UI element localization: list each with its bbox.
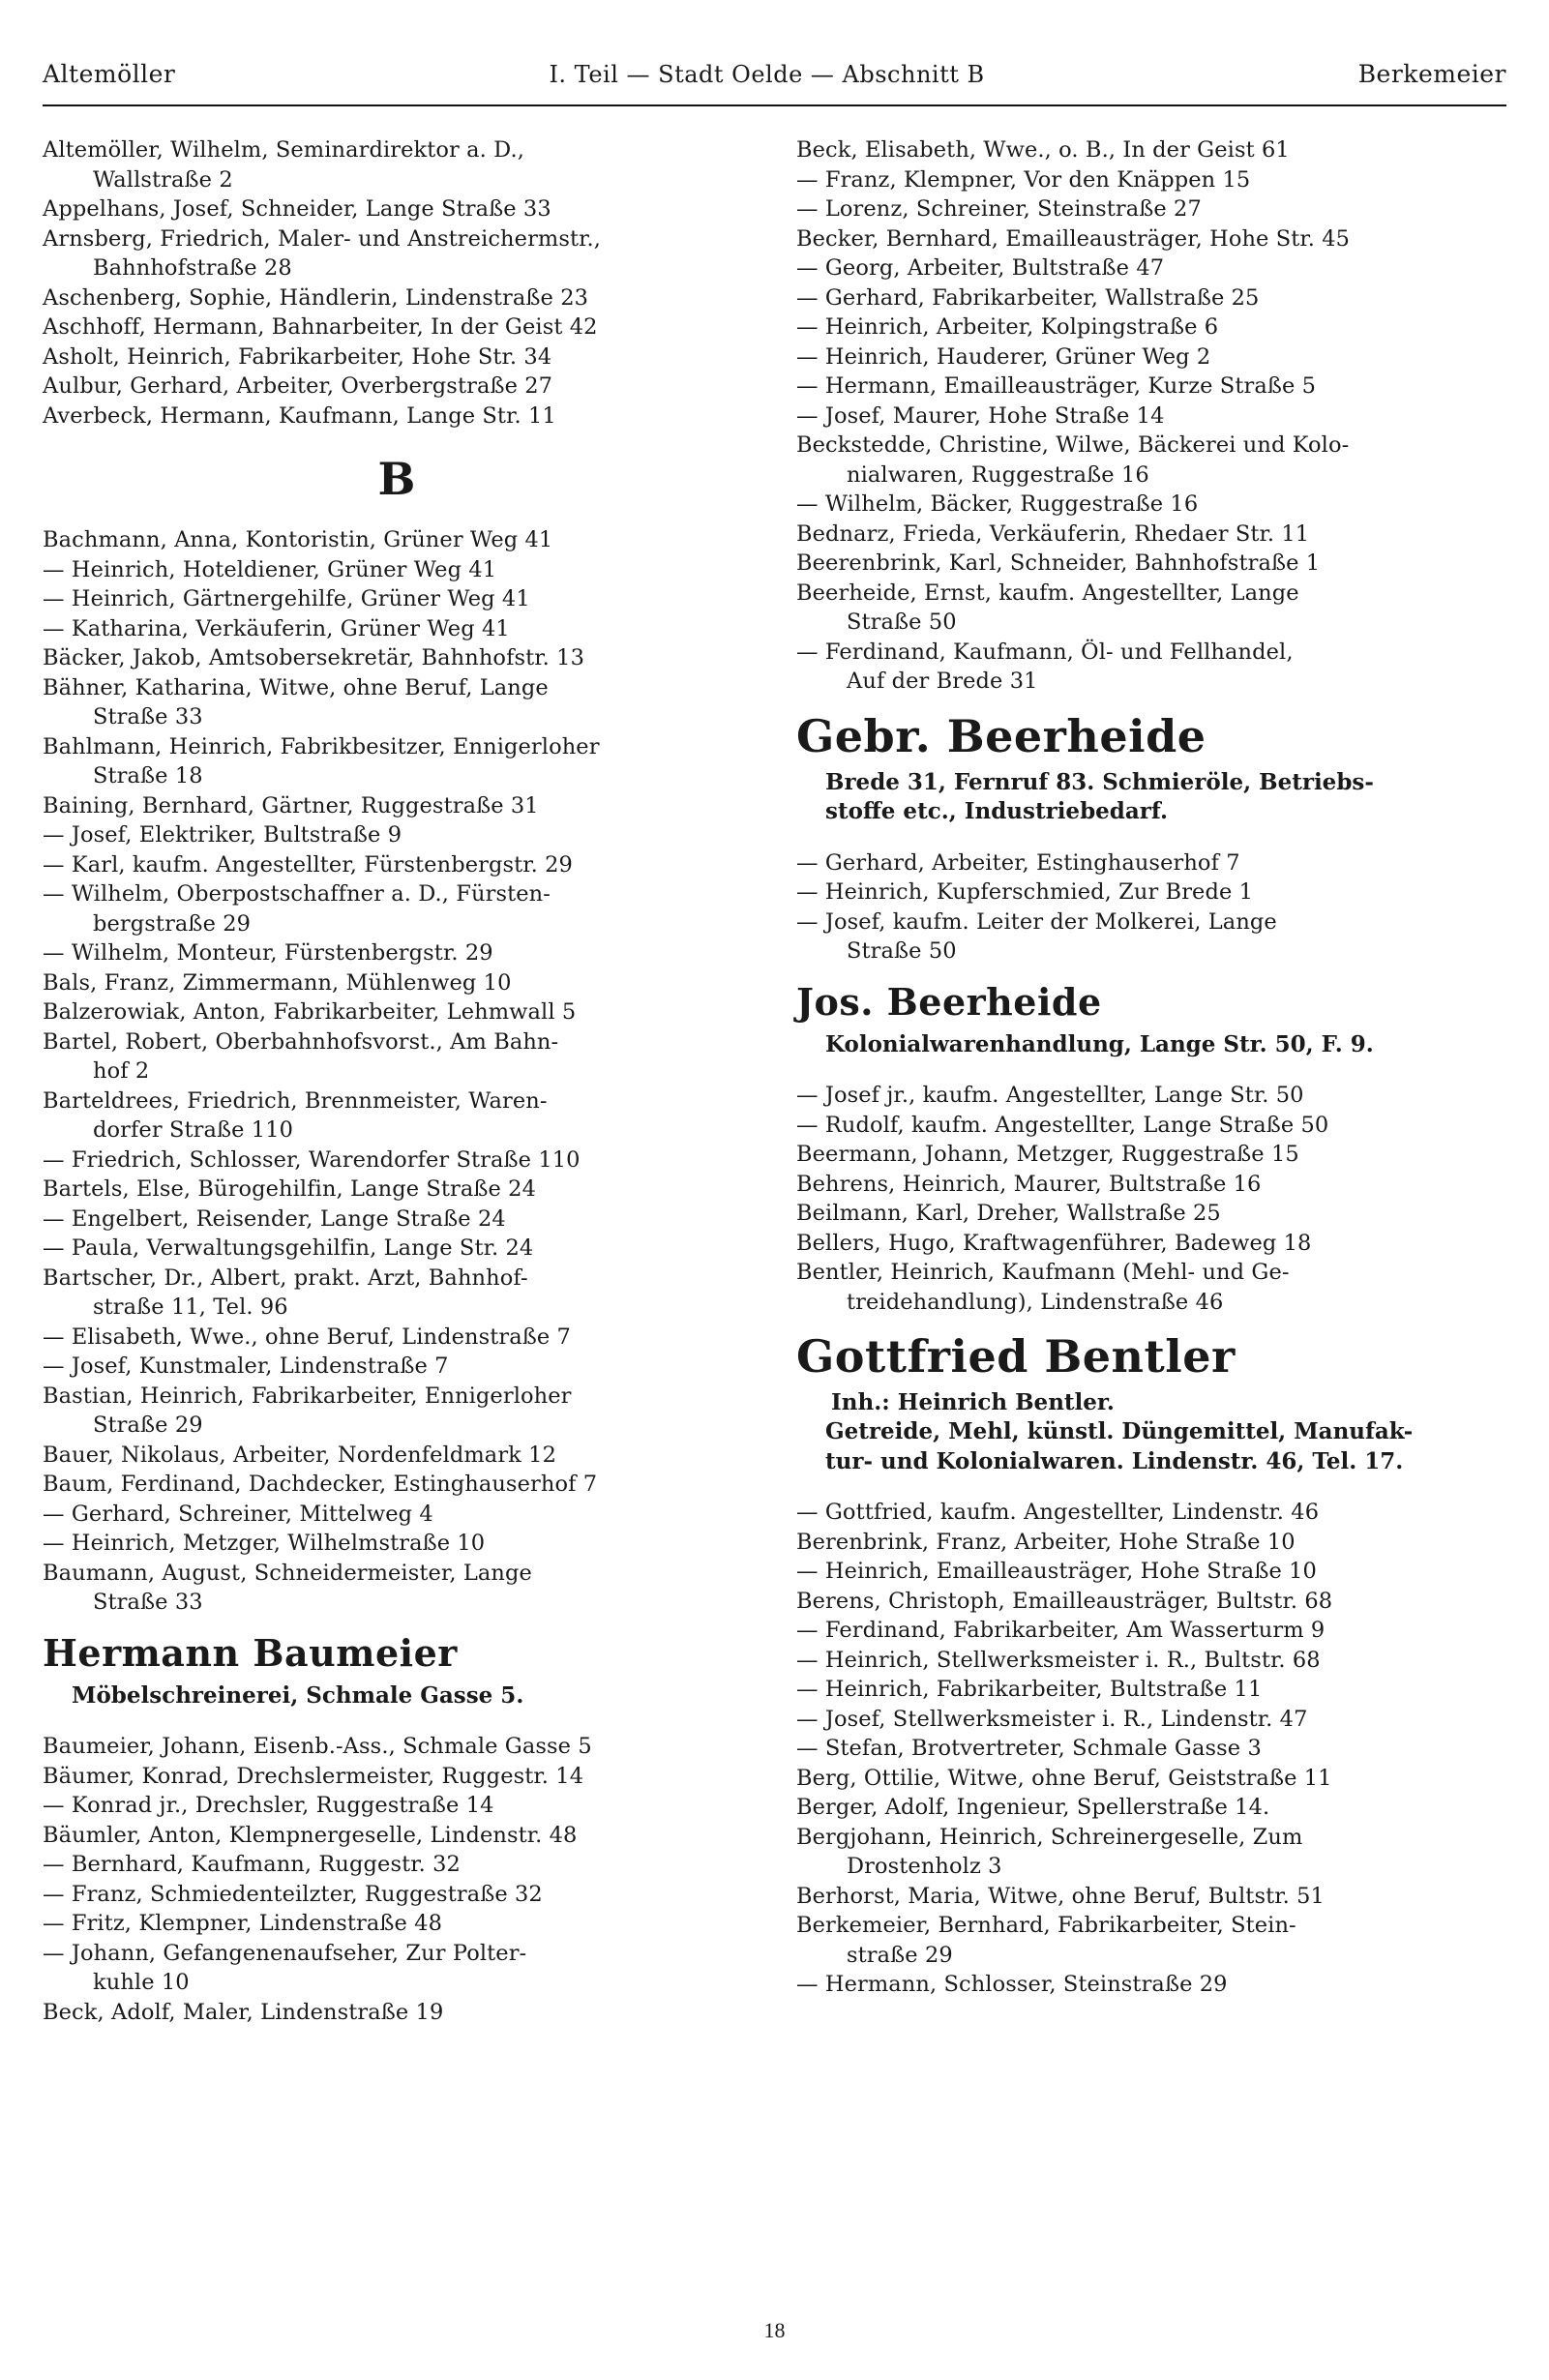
directory-entry: Beck, Elisabeth, Wwe., o. B., In der Geist 61 [796, 137, 1290, 163]
ad-body-line: Getreide, Mehl, künstl. Düngemittel, Manufak- [825, 1418, 1414, 1444]
sub-entry: — Gerhard, Schreiner, Mittelweg 4 [43, 1501, 433, 1527]
entry-continuation: Straße 33 [93, 1590, 203, 1615]
sub-entry: — Heinrich, Metzger, Wilhelmstraße 10 [43, 1531, 486, 1556]
page-number: 18 [763, 2318, 786, 2342]
ad-title: Jos. Beerheide [796, 979, 1102, 1024]
directory-entry: Bäumer, Konrad, Drechslermeister, Ruggestr. 14 [43, 1763, 584, 1789]
directory-entry: Bals, Franz, Zimmermann, Mühlenweg 10 [43, 969, 512, 996]
sub-entry: — Engelbert, Reisender, Lange Straße 24 [43, 1205, 506, 1232]
sub-entry: — Josef jr., kaufm. Angestellter, Lange Str. 50 [796, 1083, 1304, 1108]
right-column [796, 135, 1505, 2303]
directory-entry: Averbeck, Hermann, Kaufmann, Lange Str. 11 [43, 402, 556, 429]
directory-entry: Bauer, Nikolaus, Arbeiter, Nordenfeldmark 12 [43, 1442, 556, 1468]
directory-entry: Balzerowiak, Anton, Fabrikarbeiter, Lehmwall 5 [43, 999, 577, 1025]
directory-entry: Aschenberg, Sophie, Händlerin, Lindenstraße 23 [43, 284, 589, 311]
sub-entry: — Wilhelm, Oberpostschaffner a. D., Fürsten- [43, 881, 551, 907]
sub-entry: — Gerhard, Arbeiter, Estinghauserhof 7 [796, 849, 1240, 876]
directory-entry: Baumann, August, Schneidermeister, Lange [43, 1560, 532, 1586]
entry-continuation: hof 2 [93, 1058, 150, 1084]
sub-entry: — Heinrich, Gärtnergehilfe, Grüner Weg 41 [43, 586, 530, 611]
sub-entry: — Josef, Elektriker, Bultstraße 9 [43, 822, 402, 848]
ad-body-line: Möbelschreinerei, Schmale Gasse 5. [72, 1681, 524, 1709]
ad-spacer [796, 1059, 1505, 1071]
running-head-center: I. Teil — Stadt Oelde — Abschnitt B [549, 61, 985, 88]
ad-spacer [43, 1711, 752, 1722]
directory-entry: Beerheide, Ernst, kaufm. Angestellter, Lange [796, 580, 1299, 606]
sub-entry: — Katharina, Verkäuferin, Grüner Weg 41 [43, 615, 510, 641]
directory-entry: Beckstedde, Christine, Wilwe, Bäckerei und Kolo- [796, 432, 1350, 458]
entry-continuation: Straße 33 [93, 704, 203, 729]
directory-entry: Bartscher, Dr., Albert, prakt. Arzt, Bahnhof- [43, 1264, 528, 1291]
directory-entry: Aschhoff, Hermann, Bahnarbeiter, In der Geist 42 [43, 314, 598, 340]
directory-entry: Bergjohann, Heinrich, Schreinergeselle, Zum [796, 1824, 1303, 1850]
sub-entry: — Heinrich, Hoteldiener, Grüner Weg 41 [43, 556, 497, 582]
sub-entry: — Heinrich, Hauderer, Grüner Weg 2 [796, 343, 1211, 370]
sub-entry: — Josef, Maurer, Hohe Straße 14 [796, 402, 1165, 429]
directory-entry: Asholt, Heinrich, Fabrikarbeiter, Hohe Str. 34 [43, 343, 552, 370]
sub-entry: — Ferdinand, Kaufmann, Öl- und Fellhandel, [796, 639, 1294, 665]
sub-entry: — Franz, Klempner, Vor den Knäppen 15 [796, 166, 1251, 193]
directory-entry: Baum, Ferdinand, Dachdecker, Estinghauserhof 7 [43, 1472, 598, 1497]
directory-entry: Baumeier, Johann, Eisenb.-Ass., Schmale Gasse 5 [43, 1734, 592, 1759]
directory-entry: Bahlmann, Heinrich, Fabrikbesitzer, Ennigerloher [43, 733, 600, 759]
directory-entry: Berg, Ottilie, Witwe, ohne Beruf, Geiststraße 11 [796, 1765, 1332, 1791]
ad-body-line: tur- und Kolonialwaren. Lindenstr. 46, Tel. 17. [825, 1447, 1404, 1474]
advertisement [796, 980, 1505, 1072]
directory-entry: Bäcker, Jakob, Amtsobersekretär, Bahnhofstr. 13 [43, 645, 585, 670]
entry-continuation: Wallstraße 2 [93, 166, 233, 193]
directory-entry: Beerenbrink, Karl, Schneider, Bahnhofstraße 1 [796, 550, 1321, 576]
sub-entry: — Georg, Arbeiter, Bultstraße 47 [796, 255, 1165, 281]
advertisement [796, 710, 1505, 839]
sub-entry: — Franz, Schmiedenteilzter, Ruggestraße 32 [43, 1881, 543, 1907]
columns-container [43, 135, 1506, 2303]
ad-body-line: Kolonialwarenhandlung, Lange Str. 50, F. 9. [825, 1030, 1374, 1057]
sub-entry: — Stefan, Brotvertreter, Schmale Gasse 3 [796, 1736, 1262, 1761]
sub-entry: — Bernhard, Kaufmann, Ruggestr. 32 [43, 1852, 461, 1877]
running-head-right: Berkemeier [1357, 60, 1506, 88]
directory-entry: Behrens, Heinrich, Maurer, Bultstraße 16 [796, 1171, 1262, 1197]
directory-entry: Bähner, Katharina, Witwe, ohne Beruf, Lange [43, 674, 549, 700]
directory-entry: Berenbrink, Franz, Arbeiter, Hohe Straße 10 [796, 1529, 1296, 1555]
sub-entry: — Josef, kaufm. Leiter der Molkerei, Lange [796, 908, 1277, 935]
ad-title: Gottfried Bentler [796, 1330, 1236, 1383]
sub-entry: — Wilhelm, Monteur, Fürstenbergstr. 29 [43, 940, 493, 966]
directory-entry: Bartels, Else, Bürogehilfin, Lange Straße 24 [43, 1176, 537, 1202]
directory-entry: Berens, Christoph, Emailleausträger, Bultstr. 68 [796, 1588, 1333, 1614]
section-letter: B [377, 453, 417, 505]
ad-body-line: stoffe etc., Industriebedarf. [825, 798, 1168, 824]
directory-entry: Berkemeier, Bernhard, Fabrikarbeiter, Stein- [796, 1913, 1296, 1938]
sub-entry: — Josef, Stellwerksmeister i. R., Lindenstr. 47 [796, 1706, 1308, 1732]
directory-entry: Altemöller, Wilhelm, Seminardirektor a. D., [43, 137, 525, 163]
sub-entry: — Ferdinand, Fabrikarbeiter, Am Wasserturm 9 [796, 1618, 1326, 1643]
sub-entry: — Hermann, Schlosser, Steinstraße 29 [796, 1972, 1228, 1997]
left-column [43, 135, 752, 2303]
sub-entry: — Hermann, Emailleausträger, Kurze Straße 5 [796, 373, 1317, 399]
header-rule [43, 104, 1506, 106]
sub-entry: — Fritz, Klempner, Lindenstraße 48 [43, 1911, 442, 1936]
directory-entry: Appelhans, Josef, Schneider, Lange Straße 33 [43, 196, 551, 222]
ad-title: Hermann Baumeier [43, 1630, 458, 1675]
entry-continuation: Straße 18 [93, 763, 203, 788]
sub-entry: — Heinrich, Stellwerksmeister i. R., Bultstr. 68 [796, 1647, 1321, 1673]
directory-entry: Bednarz, Frieda, Verkäuferin, Rhedaer Str. 11 [796, 521, 1310, 547]
directory-entry: Arnsberg, Friedrich, Maler- und Anstreichermstr., [43, 225, 602, 252]
directory-entry: Bachmann, Anna, Kontoristin, Grüner Weg 41 [43, 527, 553, 552]
sub-entry: — Josef, Kunstmaler, Lindenstraße 7 [43, 1354, 449, 1379]
sub-entry: — Gottfried, kaufm. Angestellter, Lindenstr. 46 [796, 1500, 1320, 1525]
directory-entry: Berhorst, Maria, Witwe, ohne Beruf, Bultstr. 51 [796, 1883, 1325, 1909]
entry-continuation: dorfer Straße 110 [93, 1117, 294, 1143]
entry-continuation: Drostenholz 3 [847, 1854, 1002, 1879]
sub-entry: — Konrad jr., Drechsler, Ruggestraße 14 [43, 1793, 494, 1818]
directory-entry: Bartel, Robert, Oberbahnhofsvorst., Am Bahn- [43, 1028, 559, 1055]
ad-spacer [796, 827, 1505, 839]
sub-entry: — Wilhelm, Bäcker, Ruggestraße 16 [796, 491, 1199, 517]
entry-continuation: treidehandlung), Lindenstraße 46 [847, 1289, 1224, 1315]
directory-entry: Becker, Bernhard, Emailleausträger, Hohe Str. 45 [796, 225, 1351, 252]
sub-entry: — Johann, Gefangenenaufseher, Zur Polter- [43, 1940, 527, 1966]
entry-continuation: Straße 50 [847, 610, 957, 635]
sub-entry: — Heinrich, Emailleausträger, Hohe Straße 10 [796, 1559, 1317, 1584]
entry-continuation: nialwaren, Ruggestraße 16 [847, 461, 1149, 488]
entry-continuation: kuhle 10 [93, 1970, 190, 1995]
directory-entry: Bastian, Heinrich, Fabrikarbeiter, Ennigerloher [43, 1383, 572, 1409]
advertisement [796, 1330, 1505, 1488]
ad-subtitle: Inh.: Heinrich Bentler. [831, 1389, 1115, 1415]
directory-entry: Bentler, Heinrich, Kaufmann (Mehl- und Ge- [796, 1260, 1290, 1285]
directory-entry: Berger, Adolf, Ingenieur, Spellerstraße 14. [796, 1795, 1270, 1820]
entry-continuation: straße 29 [847, 1942, 953, 1968]
directory-entry: Beilmann, Karl, Dreher, Wallstraße 25 [796, 1201, 1221, 1226]
sub-entry: — Paula, Verwaltungsgehilfin, Lange Str. 24 [43, 1235, 534, 1261]
sub-entry: — Heinrich, Fabrikarbeiter, Bultstraße 11 [796, 1677, 1263, 1702]
running-head-left: Altemöller [43, 60, 176, 88]
directory-entry: Bellers, Hugo, Kraftwagenführer, Badeweg 18 [796, 1230, 1312, 1256]
sub-entry: — Heinrich, Kupferschmied, Zur Brede 1 [796, 879, 1254, 905]
advertisement [43, 1631, 752, 1723]
directory-entry: Aulbur, Gerhard, Arbeiter, Overbergstraße 27 [43, 373, 553, 399]
directory-entry: Barteldrees, Friedrich, Brennmeister, Waren- [43, 1087, 548, 1114]
ad-spacer [796, 1476, 1505, 1488]
ad-title: Gebr. Beerheide [796, 709, 1206, 762]
entry-continuation: straße 11, Tel. 96 [93, 1294, 288, 1320]
sub-entry: — Karl, kaufm. Angestellter, Fürstenbergstr. 29 [43, 851, 573, 878]
ad-body-line: Brede 31, Fernruf 83. Schmieröle, Betriebs- [825, 768, 1374, 795]
entry-continuation: bergstraße 29 [93, 910, 252, 937]
directory-entry: Baining, Bernhard, Gärtner, Ruggestraße 31 [43, 792, 539, 818]
directory-entry: Beck, Adolf, Maler, Lindenstraße 19 [43, 1999, 444, 2025]
sub-entry: — Heinrich, Arbeiter, Kolpingstraße 6 [796, 314, 1219, 340]
sub-entry: — Rudolf, kaufm. Angestellter, Lange Straße 50 [796, 1112, 1329, 1138]
entry-continuation: Bahnhofstraße 28 [93, 255, 292, 281]
sub-entry: — Lorenz, Schreiner, Steinstraße 27 [796, 196, 1202, 222]
entry-continuation: Straße 29 [93, 1413, 203, 1438]
entry-continuation: Auf der Brede 31 [847, 669, 1038, 694]
directory-entry: Beermann, Johann, Metzger, Ruggestraße 15 [796, 1142, 1299, 1167]
sub-entry: — Gerhard, Fabrikarbeiter, Wallstraße 25 [796, 284, 1260, 311]
entry-continuation: Straße 50 [847, 938, 957, 964]
directory-entry: Bäumler, Anton, Klempnergeselle, Lindenstr. 48 [43, 1822, 578, 1848]
sub-entry: — Friedrich, Schlosser, Warendorfer Straße 110 [43, 1146, 581, 1173]
sub-entry: — Elisabeth, Wwe., ohne Beruf, Lindenstraße 7 [43, 1324, 571, 1350]
running-head [43, 60, 1506, 99]
